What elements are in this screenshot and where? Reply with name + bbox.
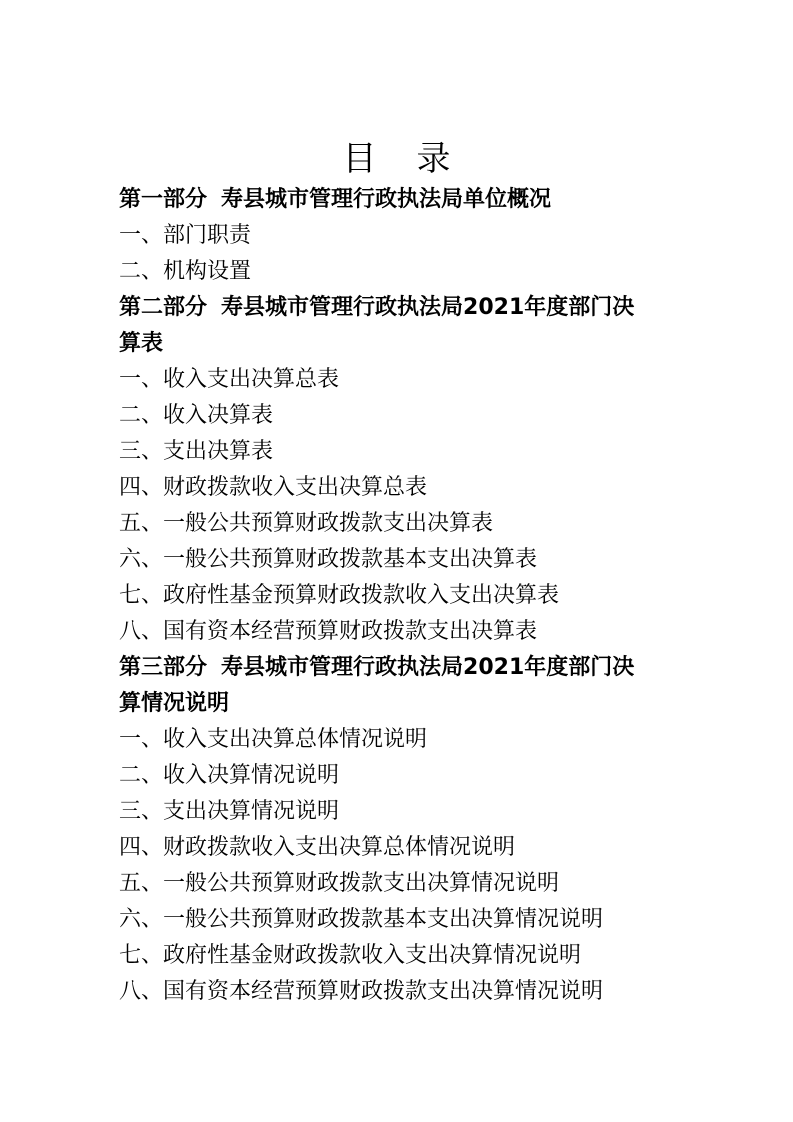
toc-part-2-label: 第二部分 xyxy=(119,295,208,320)
toc-item[interactable]: 五、一般公共预算财政拨款支出决算情况说明 xyxy=(119,871,560,896)
toc-item[interactable]: 七、政府性基金财政拨款收入支出决算情况说明 xyxy=(119,943,582,968)
toc-part-2-heading[interactable] xyxy=(119,290,689,326)
toc-item[interactable]: 二、机构设置 xyxy=(119,259,252,284)
toc-item[interactable]: 四、财政拨款收入支出决算总表 xyxy=(119,475,428,500)
toc-part-3-name: 寿县城市管理行政执法局2021年度部门决 xyxy=(221,655,635,680)
toc-part-3-label: 第三部分 xyxy=(119,655,208,680)
toc-item[interactable]: 三、支出决算表 xyxy=(119,439,274,464)
toc-item[interactable]: 二、收入决算情况说明 xyxy=(119,763,340,788)
toc-item[interactable]: 三、支出决算情况说明 xyxy=(119,799,340,824)
toc-part-3-heading[interactable] xyxy=(119,650,689,686)
toc-item[interactable]: 七、政府性基金预算财政拨款收入支出决算表 xyxy=(119,583,560,608)
toc-item[interactable]: 一、收入支出决算总体情况说明 xyxy=(119,727,428,752)
toc-item[interactable]: 二、收入决算表 xyxy=(119,403,274,428)
toc-title-char-2: 录 xyxy=(416,139,451,179)
toc-part-1-name: 寿县城市管理行政执法局单位概况 xyxy=(221,187,552,212)
toc-item[interactable]: 五、一般公共预算财政拨款支出决算表 xyxy=(119,511,494,536)
toc-part-3-heading-continued[interactable]: 算情况说明 xyxy=(119,691,230,716)
toc-item[interactable]: 一、部门职责 xyxy=(119,223,252,248)
toc-title-char-1: 目 xyxy=(342,139,377,179)
toc-part-1-label: 第一部分 xyxy=(119,187,208,212)
toc-title xyxy=(0,136,793,182)
toc-part-2-name: 寿县城市管理行政执法局2021年度部门决 xyxy=(221,295,635,320)
toc-item[interactable]: 八、国有资本经营预算财政拨款支出决算情况说明 xyxy=(119,979,604,1004)
toc-item[interactable]: 六、一般公共预算财政拨款基本支出决算表 xyxy=(119,547,538,572)
toc-item[interactable]: 八、国有资本经营预算财政拨款支出决算表 xyxy=(119,619,538,644)
toc-item[interactable]: 一、收入支出决算总表 xyxy=(119,367,340,392)
toc-item[interactable]: 四、财政拨款收入支出决算总体情况说明 xyxy=(119,835,516,860)
toc-part-2-heading-continued[interactable]: 算表 xyxy=(119,331,164,356)
table-of-contents xyxy=(119,182,689,1010)
toc-part-1-heading[interactable] xyxy=(119,182,689,218)
toc-item[interactable]: 六、一般公共预算财政拨款基本支出决算情况说明 xyxy=(119,907,604,932)
